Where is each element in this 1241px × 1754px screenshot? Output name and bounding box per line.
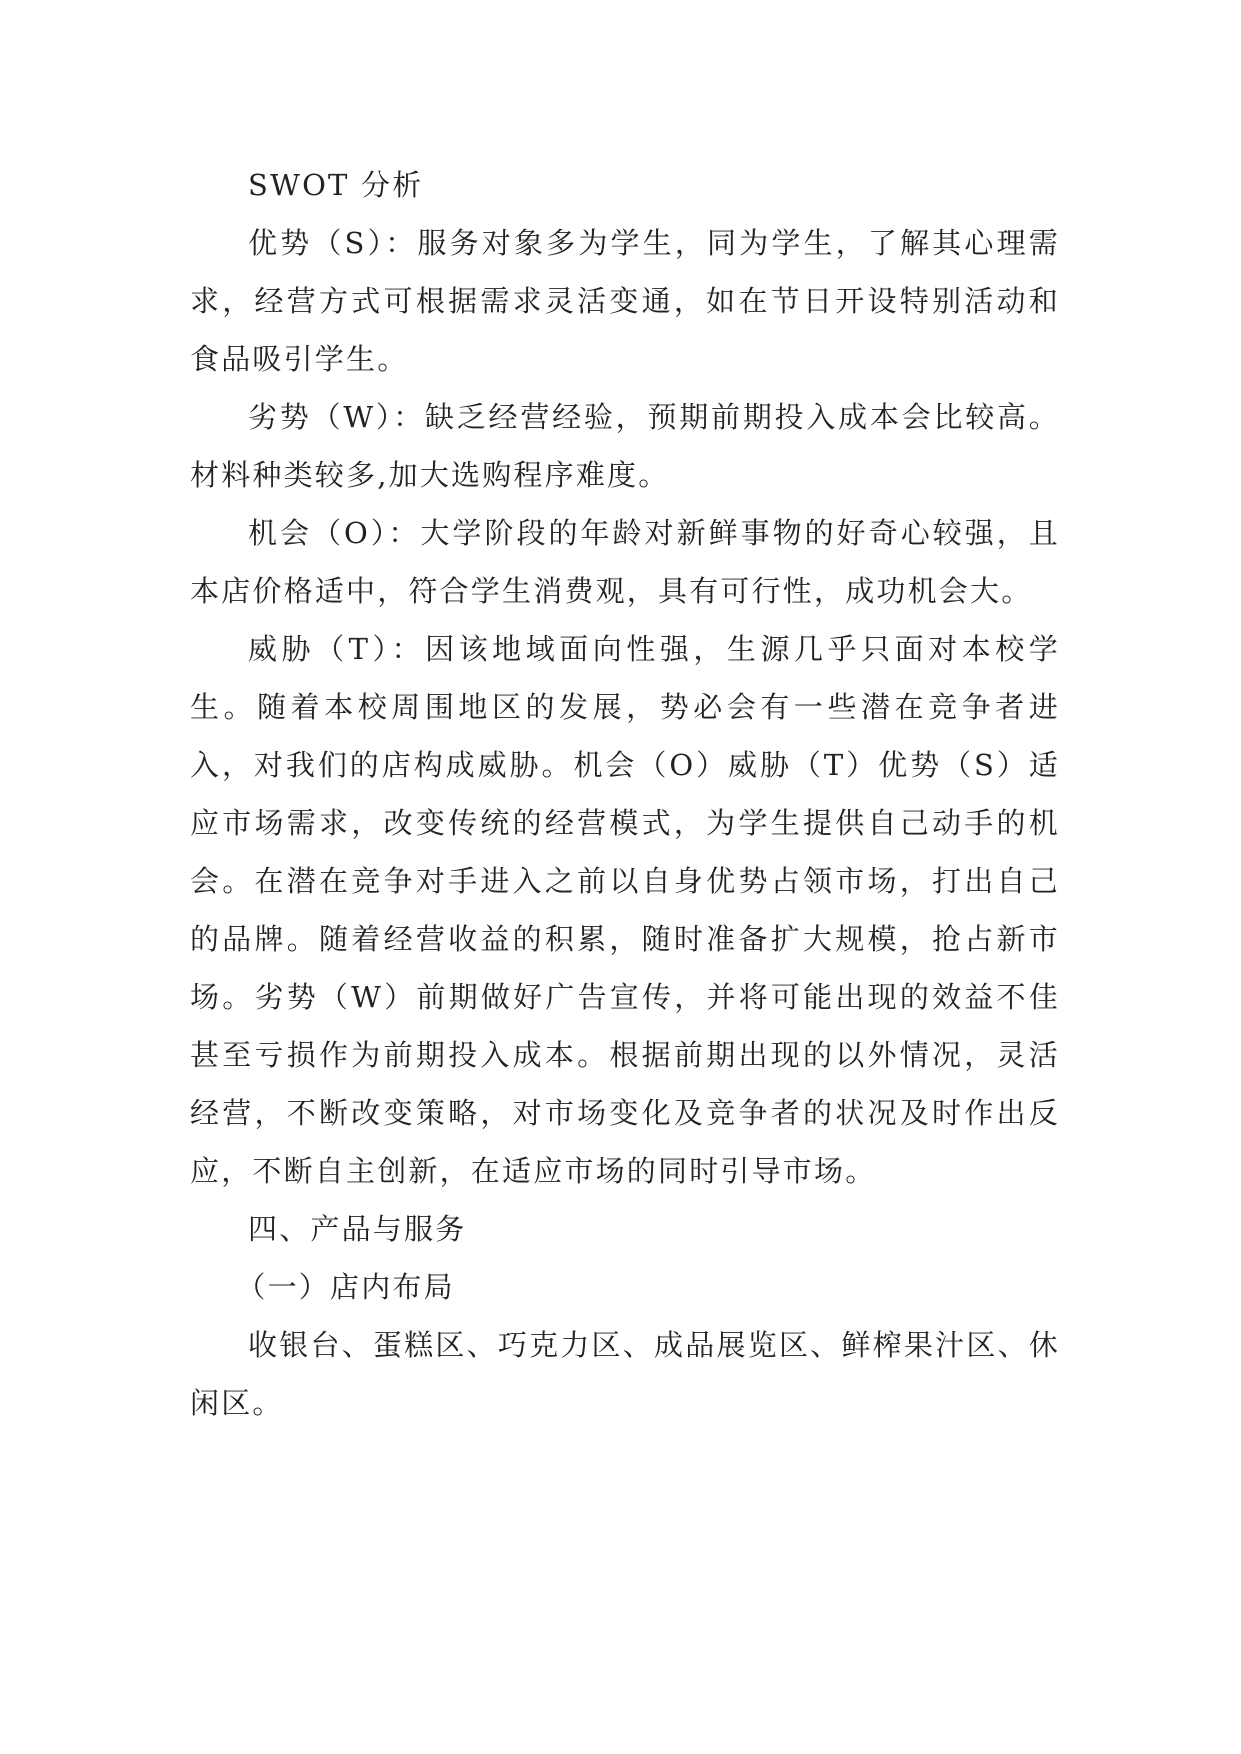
section-heading-products-services: 四、产品与服务 (248, 1212, 467, 1246)
opportunities-paragraph: 机会（O）：大学阶段的年龄对新鲜事物的好奇心较强，且本店价格适中，符合学生消费观，具有可行性，成功机会大。 (190, 516, 1060, 608)
document-body (190, 156, 1060, 1432)
store-layout-paragraph: 收银台、蛋糕区、巧克力区、成品展览区、鲜榨果汁区、休闲区。 (190, 1328, 1060, 1420)
swot-heading: SWOT 分析 (248, 168, 424, 202)
weaknesses-paragraph: 劣势（W）：缺乏经营经验，预期前期投入成本会比较高。材料种类较多,加大选购程序难度。 (190, 400, 1060, 492)
threats-paragraph: 威胁（T）：因该地域面向性强，生源几乎只面对本校学生。随着本校周围地区的发展，势必会有一些潜在竞争者进入，对我们的店构成威胁。机会（O）威胁（T）优势（S）适应市场需求，改变传统的经营模式，为学生提供自己动手的机会。在潜在竞争对手进入之前以自身优势占领市场，打出自己的品牌。随着经营收益的积累，随时准备扩大规模，抢占新市场。劣势（W）前期做好广告宣传，并将可能出现的效益不佳甚至亏损作为前期投入成本。根据前期出现的以外情况，灵活经营，不断改变策略，对市场变化及竞争者的状况及时作出反应，不断自主创新，在适应市场的同时引导市场。 (190, 632, 1060, 1188)
subsection-heading-store-layout: （一）店内布局 (236, 1270, 455, 1304)
strengths-paragraph: 优势（S）：服务对象多为学生，同为学生，了解其心理需求，经营方式可根据需求灵活变通，如在节日开设特别活动和食品吸引学生。 (190, 226, 1060, 376)
